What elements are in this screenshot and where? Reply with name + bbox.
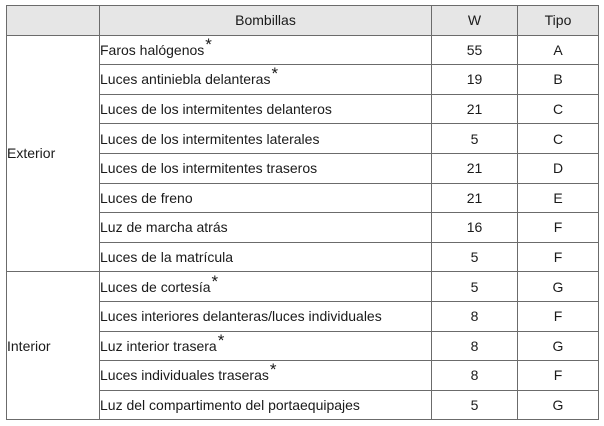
wattage-cell: 5: [432, 242, 518, 272]
footnote-asterisk: *: [211, 271, 219, 291]
bulb-name-cell: [100, 242, 432, 272]
wattage-cell: 5: [432, 272, 518, 302]
type-cell: E: [518, 183, 599, 213]
type-cell: A: [518, 35, 599, 65]
footnote-asterisk: *: [269, 360, 277, 380]
wattage-cell: 16: [432, 213, 518, 243]
header-bulbs: Bombillas: [100, 6, 432, 36]
bulb-name: Luces de cortesía: [100, 278, 211, 295]
wattage-cell: 8: [432, 361, 518, 391]
type-cell: C: [518, 124, 599, 154]
bulb-name: Luces antiniebla delanteras: [100, 71, 271, 88]
header-watts: W: [432, 6, 518, 36]
wattage-cell: 55: [432, 35, 518, 65]
bulb-name-cell: [100, 301, 432, 331]
table-row: [7, 272, 599, 302]
table-row: [7, 35, 599, 65]
bulb-spec-table: [6, 5, 599, 420]
bulb-name-cell: [100, 361, 432, 391]
bulb-name-cell: [100, 272, 432, 302]
group-label: Interior: [7, 272, 100, 420]
footnote-asterisk: *: [271, 64, 279, 84]
type-cell: G: [518, 331, 599, 361]
bulb-name-cell: [100, 94, 432, 124]
bulb-name-cell: [100, 331, 432, 361]
wattage-cell: 5: [432, 390, 518, 420]
type-cell: D: [518, 153, 599, 183]
type-cell: G: [518, 272, 599, 302]
footnote-asterisk: *: [205, 34, 212, 54]
type-cell: F: [518, 301, 599, 331]
wattage-cell: 21: [432, 183, 518, 213]
bulb-name: Luces individuales traseras: [100, 367, 269, 384]
wattage-cell: 19: [432, 65, 518, 95]
wattage-cell: 21: [432, 153, 518, 183]
bulb-name-cell: [100, 213, 432, 243]
bulb-name: Luces de los intermitentes traseros: [100, 160, 318, 177]
table-body: [7, 35, 599, 420]
bulb-name: Luz de marcha atrás: [100, 219, 228, 236]
bulb-name-cell: [100, 183, 432, 213]
bulb-name-cell: [100, 35, 432, 65]
bulb-name-cell: [100, 153, 432, 183]
type-cell: F: [518, 213, 599, 243]
bulb-name: Luces de los intermitentes delanteros: [100, 101, 332, 118]
bulb-name: Luces de la matrícula: [100, 249, 234, 266]
header-row: [7, 6, 599, 36]
wattage-cell: 5: [432, 124, 518, 154]
bulb-name: Luz interior trasera: [100, 337, 217, 354]
footnote-asterisk: *: [217, 330, 225, 350]
type-cell: B: [518, 65, 599, 95]
bulb-name: Luces interiores delanteras/luces individuales: [100, 308, 382, 325]
type-cell: G: [518, 390, 599, 420]
bulb-name-cell: [100, 124, 432, 154]
bulb-name: Faros halógenos: [100, 41, 205, 58]
type-cell: C: [518, 94, 599, 124]
bulb-name: Luz del compartimento del portaequipajes: [100, 397, 360, 414]
bulb-name-cell: [100, 65, 432, 95]
header-group: [7, 6, 100, 36]
wattage-cell: 21: [432, 94, 518, 124]
header-type: Tipo: [518, 6, 599, 36]
type-cell: F: [518, 242, 599, 272]
type-cell: F: [518, 361, 599, 391]
wattage-cell: 8: [432, 301, 518, 331]
bulb-name-cell: [100, 390, 432, 420]
bulb-name: Luces de los intermitentes laterales: [100, 130, 320, 147]
wattage-cell: 8: [432, 331, 518, 361]
bulb-name: Luces de freno: [100, 189, 193, 206]
group-label: Exterior: [7, 35, 100, 272]
